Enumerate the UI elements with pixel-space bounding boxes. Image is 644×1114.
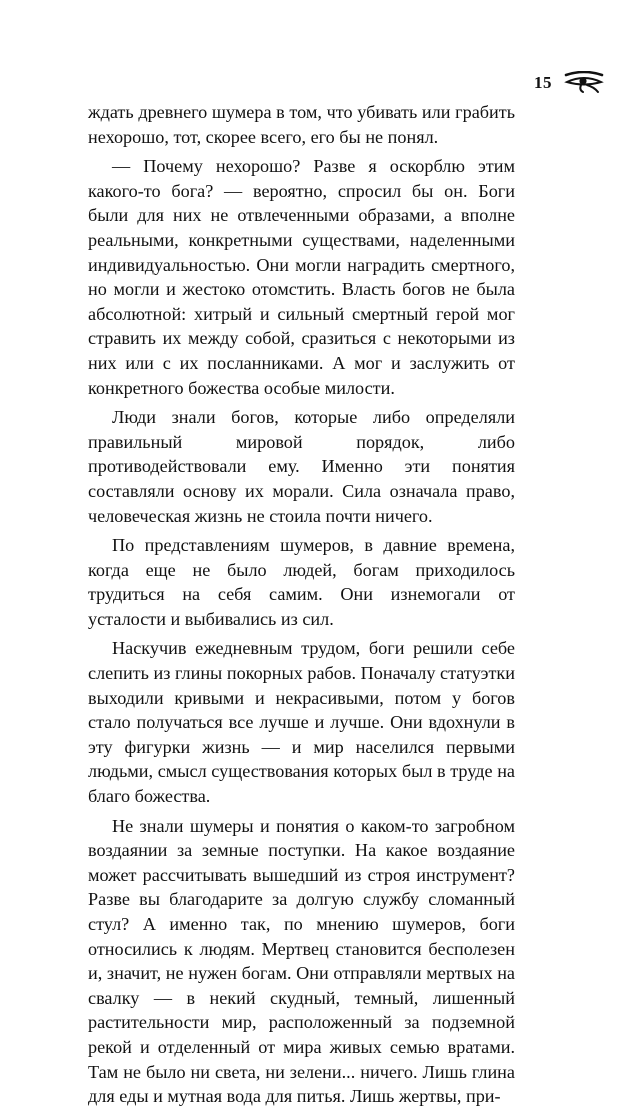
paragraph-2: — Почему нехорошо? Разве я оскорблю этим какого-то бога? — вероятно, спросил бы он. Боги были для них не отвлеченными образами, а вполне реальными, конкретными существами, наделенными индивидуальностью. Они могли наградить смертного, но могли и жестоко отомстить. Власть богов не была абсолютной: хитрый и сильный смертный герой мог стравить их между собой, сразиться с некоторыми из них или с их посланниками. А мог и заслужить от конкретного божества особые милости. [88,156,515,398]
body-text [88,100,515,1114]
page-header [534,68,604,98]
paragraph-4: По представлениям шумеров, в давние времена, когда еще не было людей, богам приходилось трудиться на себя самим. Они изнемогали от усталости и выбивались из сил. [88,535,515,629]
eye-of-horus-icon [564,71,604,95]
paragraph-5: Наскучив ежедневным трудом, боги решили себе слепить из глины покорных рабов. Поначалу статуэтки выходили кривыми и некрасивыми, потом у богов стало получаться все лучше и лучше. Они вдохнули в эту фигурки жизнь — и мир населился первыми людьми, смысл существования которых был в труде на благо божества. [88,638,515,807]
paragraph-6: Не знали шумеры и понятия о каком-то загробном воздаянии за земные поступки. На какое воздаяние может рассчитывать вышедший из строя инструмент? Разве вы благодарите за долгую службу сломанный стул? А именно так, по мнению шумеров, боги относились к людям. Мертвец становится бесполезен и, значит, не нужен богам. Они отправляли мертвых на свалку — в некий скудный, темный, лишенный растительности мир, расположенный за подземной рекой и отделенный от мира живых семью вратами. Там не было ни света, ни зелени... ничего. Лишь глина для еды и мутная вода для питья. Лишь жертвы, при- [88,815,515,1107]
page-number: 15 [534,73,552,92]
paragraph-1: ждать древнего шумера в том, что убивать или грабить нехорошо, тот, скорее всего, его бы не понял. [88,102,515,147]
paragraph-3: Люди знали богов, которые либо определяли правильный мировой порядок, либо противодействовали ему. Именно эти понятия составляли основу их морали. Сила означала право, человеческая жизнь не стоила почти ничего. [88,407,515,526]
